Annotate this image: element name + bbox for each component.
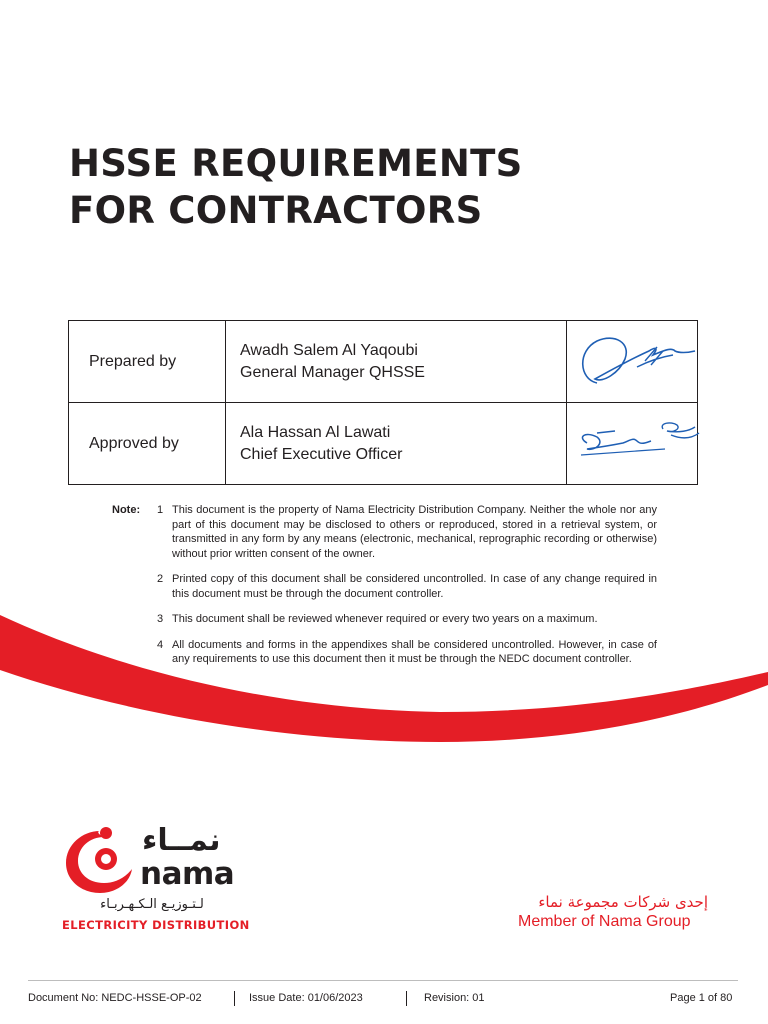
logo-subtitle: ELECTRICITY DISTRIBUTION bbox=[62, 918, 250, 932]
footer-divider bbox=[28, 980, 738, 981]
footer-document-no: Document No: NEDC-HSSE-OP-02 bbox=[28, 992, 202, 1004]
signature-image bbox=[567, 403, 707, 479]
role-label: Prepared by bbox=[69, 321, 226, 403]
note-text: This document shall be reviewed whenever required or every two years on a maximum. bbox=[172, 613, 598, 625]
signature-cell bbox=[567, 403, 698, 485]
document-title bbox=[69, 140, 709, 234]
person-position: General Manager QHSSE bbox=[240, 363, 425, 381]
note-item bbox=[112, 572, 657, 601]
person-name: Awadh Salem Al Yaqoubi bbox=[240, 341, 418, 359]
footer-page-number: Page 1 of 80 bbox=[670, 992, 733, 1004]
logo-arabic-subtitle: لـتـوزيـع الـكـهـربـاء bbox=[100, 897, 204, 912]
note-item bbox=[112, 612, 657, 627]
footer-issue-date: Issue Date: 01/06/2023 bbox=[249, 992, 363, 1004]
signature-row-prepared bbox=[69, 321, 698, 403]
person-cell bbox=[226, 403, 567, 485]
note-number: 4 bbox=[156, 638, 164, 651]
title-line-2: FOR CONTRACTORS bbox=[69, 189, 483, 232]
note-number: 1 bbox=[156, 504, 164, 516]
note-item bbox=[112, 638, 657, 667]
member-arabic: إحدى شركات مجموعة نماء bbox=[538, 893, 708, 911]
nama-logo-mark-icon bbox=[60, 823, 138, 895]
page-footer bbox=[28, 992, 748, 1008]
title-line-1: HSSE REQUIREMENTS bbox=[69, 142, 523, 185]
note-text: Printed copy of this document shall be considered uncontrolled. In case of any change required in this document must be through the document controller. bbox=[172, 573, 657, 600]
signature-table bbox=[68, 320, 698, 485]
logo-arabic-name: نمــاء bbox=[142, 823, 221, 858]
note-number: 3 bbox=[156, 613, 164, 625]
signature-cell bbox=[567, 321, 698, 403]
note-number: 2 bbox=[156, 573, 164, 585]
note-item bbox=[112, 503, 657, 561]
footer-separator bbox=[234, 991, 235, 1006]
member-english: Member of Nama Group bbox=[518, 913, 691, 930]
note-label: Note: bbox=[112, 504, 141, 516]
notes-section bbox=[112, 503, 657, 678]
footer-separator bbox=[406, 991, 407, 1006]
note-text: This document is the property of Nama Electricity Distribution Company. Neither the whole nor any part of this document may be disclosed to others or reproduced, stored in a retrieval system, or transmitted in any form by any means (electronic, mechanical, reprographic recording or otherwise) without prior written consent of the owner. bbox=[172, 504, 657, 560]
logo-name: nama bbox=[140, 856, 235, 892]
person-position: Chief Executive Officer bbox=[240, 445, 403, 463]
role-label: Approved by bbox=[69, 403, 226, 485]
signature-row-approved bbox=[69, 403, 698, 485]
footer-revision: Revision: 01 bbox=[424, 992, 485, 1004]
nama-logo bbox=[60, 823, 260, 938]
signature-image bbox=[567, 321, 707, 397]
person-name: Ala Hassan Al Lawati bbox=[240, 423, 391, 441]
person-cell bbox=[226, 321, 567, 403]
note-text: All documents and forms in the appendixes shall be considered uncontrolled. However, in case of any requirements to use this document then it must be through the NEDC document controller. bbox=[172, 638, 657, 665]
member-of-group bbox=[518, 893, 708, 931]
